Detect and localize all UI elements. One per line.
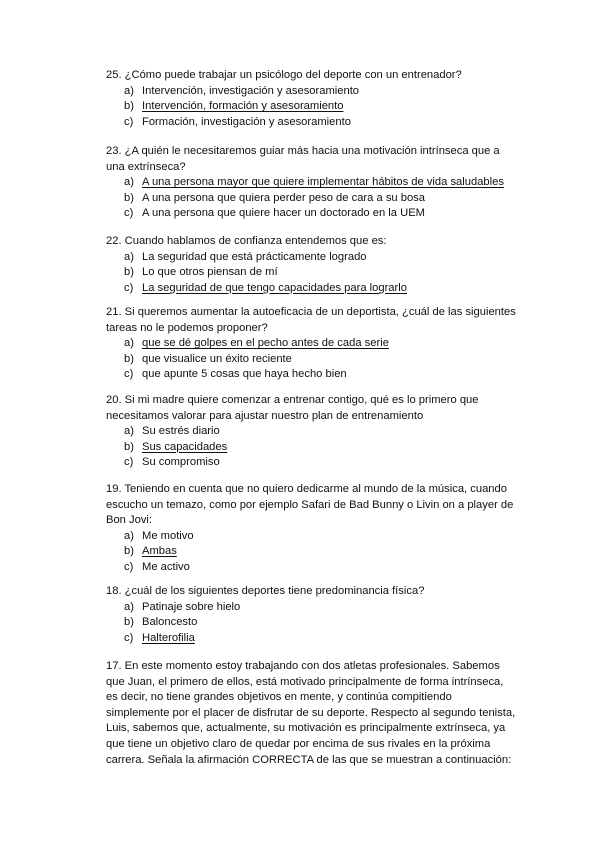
option-b <box>106 544 518 560</box>
question-text: 17. En este momento estoy trabajando con dos atletas profesionales. Sabemos que Juan, el primero de ellos, está motivado principalmente de forma intrínseca, es decir, no tiene grandes objetivos en mente, y continúa compitiendo simplemente por el placer de disfrutar de su deporte. Respecto al segundo tenista, Luis, sabemos que, actualmente, su motivación es principalmente extrínseca, ya que tiene un objetivo claro de quedar por encima de sus rivales en la próxima carrera. Señala la afirmación CORRECTA de las que se muestran a continuación: <box>106 660 516 766</box>
option-a <box>106 529 518 545</box>
option-text: que apunte 5 cosas que haya hecho bien <box>142 368 347 381</box>
option-text: que visualice un éxito reciente <box>142 352 292 365</box>
correct-answer: Sus capacidades <box>142 440 228 453</box>
option-text: A una persona que quiera perder peso de cara a su bosa <box>142 191 425 204</box>
option-list <box>106 424 518 471</box>
option-b <box>106 265 518 281</box>
option-a <box>106 250 518 266</box>
option-letter: a) <box>124 84 134 97</box>
option-list <box>106 529 518 576</box>
question-21 <box>106 305 518 383</box>
option-c <box>106 115 518 131</box>
option-text: Lo que otros piensan de mí <box>142 266 278 279</box>
question-text: 18. ¿cuál de los siguientes deportes tiene predominancia física? <box>106 585 425 597</box>
question-text: 19. Teniendo en cuenta que no quiero dedicarme al mundo de la música, cuando escucho un temazo, como por ejemplo Safari de Bad Bunny o Livin on a player de Bon Jovi: <box>106 483 514 527</box>
option-letter: a) <box>124 425 134 438</box>
option-letter: a) <box>124 600 134 613</box>
correct-answer: Halterofilia <box>142 631 195 644</box>
option-b <box>106 440 518 456</box>
option-letter: c) <box>124 631 134 644</box>
option-list <box>106 250 518 297</box>
option-letter: c) <box>124 281 134 294</box>
correct-answer: Ambas <box>142 545 177 558</box>
correct-answer: A una persona mayor que quiere implementar hábitos de vida saludables <box>142 176 504 189</box>
option-letter: a) <box>124 337 134 350</box>
option-a <box>106 84 518 100</box>
option-c <box>106 631 518 647</box>
option-c <box>106 367 518 383</box>
option-text: Me motivo <box>142 529 194 542</box>
question-17 <box>106 659 518 768</box>
option-b <box>106 352 518 368</box>
option-a <box>106 424 518 440</box>
option-letter: a) <box>124 529 134 542</box>
option-text: Baloncesto <box>142 616 198 629</box>
option-text: Su estrés diario <box>142 425 220 438</box>
question-text: 23. ¿A quién le necesitaremos guiar más hacia una motivación intrínseca que a una extrínseca? <box>106 145 500 173</box>
option-letter: b) <box>124 616 134 629</box>
option-letter: a) <box>124 176 134 189</box>
question-text: 21. Si queremos aumentar la autoeficacia de un deportista, ¿cuál de las siguientes tareas no le podemos proponer? <box>106 306 516 334</box>
option-list <box>106 84 518 131</box>
question-20 <box>106 393 518 471</box>
option-letter: c) <box>124 207 134 220</box>
option-letter: b) <box>124 545 134 558</box>
question-text: 25. ¿Cómo puede trabajar un psicólogo del deporte con un entrenador? <box>106 69 462 81</box>
question-18 <box>106 584 518 646</box>
option-text: A una persona que quiere hacer un doctorado en la UEM <box>142 207 425 220</box>
question-19 <box>106 482 518 576</box>
option-c <box>106 455 518 471</box>
option-letter: c) <box>124 115 134 128</box>
option-a <box>106 600 518 616</box>
option-letter: b) <box>124 440 134 453</box>
option-letter: c) <box>124 368 134 381</box>
option-text: Formación, investigación y asesoramiento <box>142 115 351 128</box>
option-text: Patinaje sobre hielo <box>142 600 241 613</box>
option-list <box>106 175 518 222</box>
option-c <box>106 281 518 297</box>
option-b <box>106 615 518 631</box>
question-text: 20. Si mi madre quiere comenzar a entrenar contigo, qué es lo primero que necesitamos valorar para ajustar nuestro plan de entrenamiento <box>106 394 479 422</box>
option-a <box>106 175 518 191</box>
option-letter: b) <box>124 352 134 365</box>
option-letter: b) <box>124 100 134 113</box>
option-letter: a) <box>124 250 134 263</box>
option-b <box>106 191 518 207</box>
question-23 <box>106 144 518 222</box>
correct-answer: Intervención, formación y asesoramiento <box>142 100 344 113</box>
option-a <box>106 336 518 352</box>
option-letter: c) <box>124 456 134 469</box>
option-letter: b) <box>124 191 134 204</box>
option-b <box>106 99 518 115</box>
option-list <box>106 336 518 383</box>
option-text: Me activo <box>142 560 190 573</box>
option-text: La seguridad que está prácticamente logrado <box>142 250 367 263</box>
option-c <box>106 560 518 576</box>
option-c <box>106 206 518 222</box>
question-text: 22. Cuando hablamos de confianza entendemos que es: <box>106 235 387 247</box>
correct-answer: La seguridad de que tengo capacidades para lograrlo <box>142 281 407 294</box>
option-text: Su compromiso <box>142 456 220 469</box>
correct-answer: que se dé golpes en el pecho antes de cada serie <box>142 337 389 350</box>
option-list <box>106 600 518 647</box>
question-22 <box>106 234 518 296</box>
question-25 <box>106 68 518 130</box>
option-letter: c) <box>124 560 134 573</box>
option-text: Intervención, investigación y asesoramiento <box>142 84 360 97</box>
option-letter: b) <box>124 266 134 279</box>
